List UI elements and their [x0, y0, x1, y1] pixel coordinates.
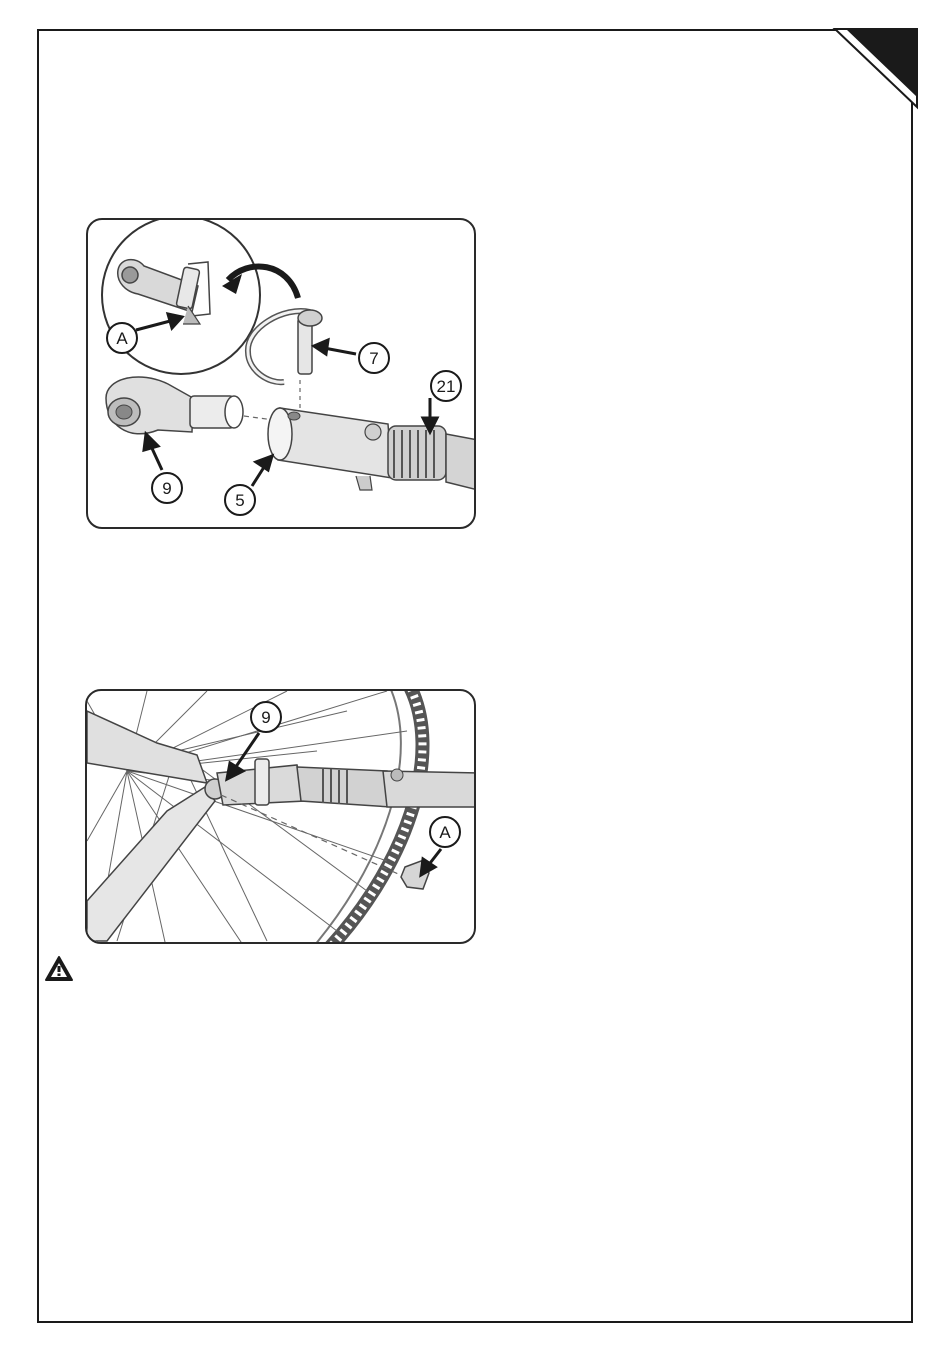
rim	[301, 691, 401, 942]
figure-wheel-attachment	[85, 689, 476, 944]
frame-stay	[87, 711, 207, 783]
frame-chainstay	[87, 787, 215, 941]
callout-label-9: 9	[162, 479, 172, 498]
page-corner-tab-icon	[830, 27, 920, 117]
drawbar-part	[268, 408, 474, 490]
callout-label-9: 9	[261, 708, 271, 727]
callout-label-a: A	[439, 823, 451, 842]
drawbar-illustration	[88, 220, 474, 527]
wheel-illustration	[87, 691, 474, 942]
callout-label-5: 5	[235, 491, 245, 510]
callout-label-a: A	[116, 329, 128, 348]
tire	[317, 691, 423, 942]
tube-end-part	[106, 377, 274, 434]
warning-triangle-icon	[44, 955, 74, 983]
drawbar-mounted	[297, 767, 391, 807]
lynch-pin	[248, 310, 322, 410]
spring-coil	[388, 426, 446, 480]
callout-label-7: 7	[369, 349, 379, 368]
callout-label-21: 21	[436, 377, 456, 396]
figure-drawbar-assembly	[86, 218, 476, 529]
